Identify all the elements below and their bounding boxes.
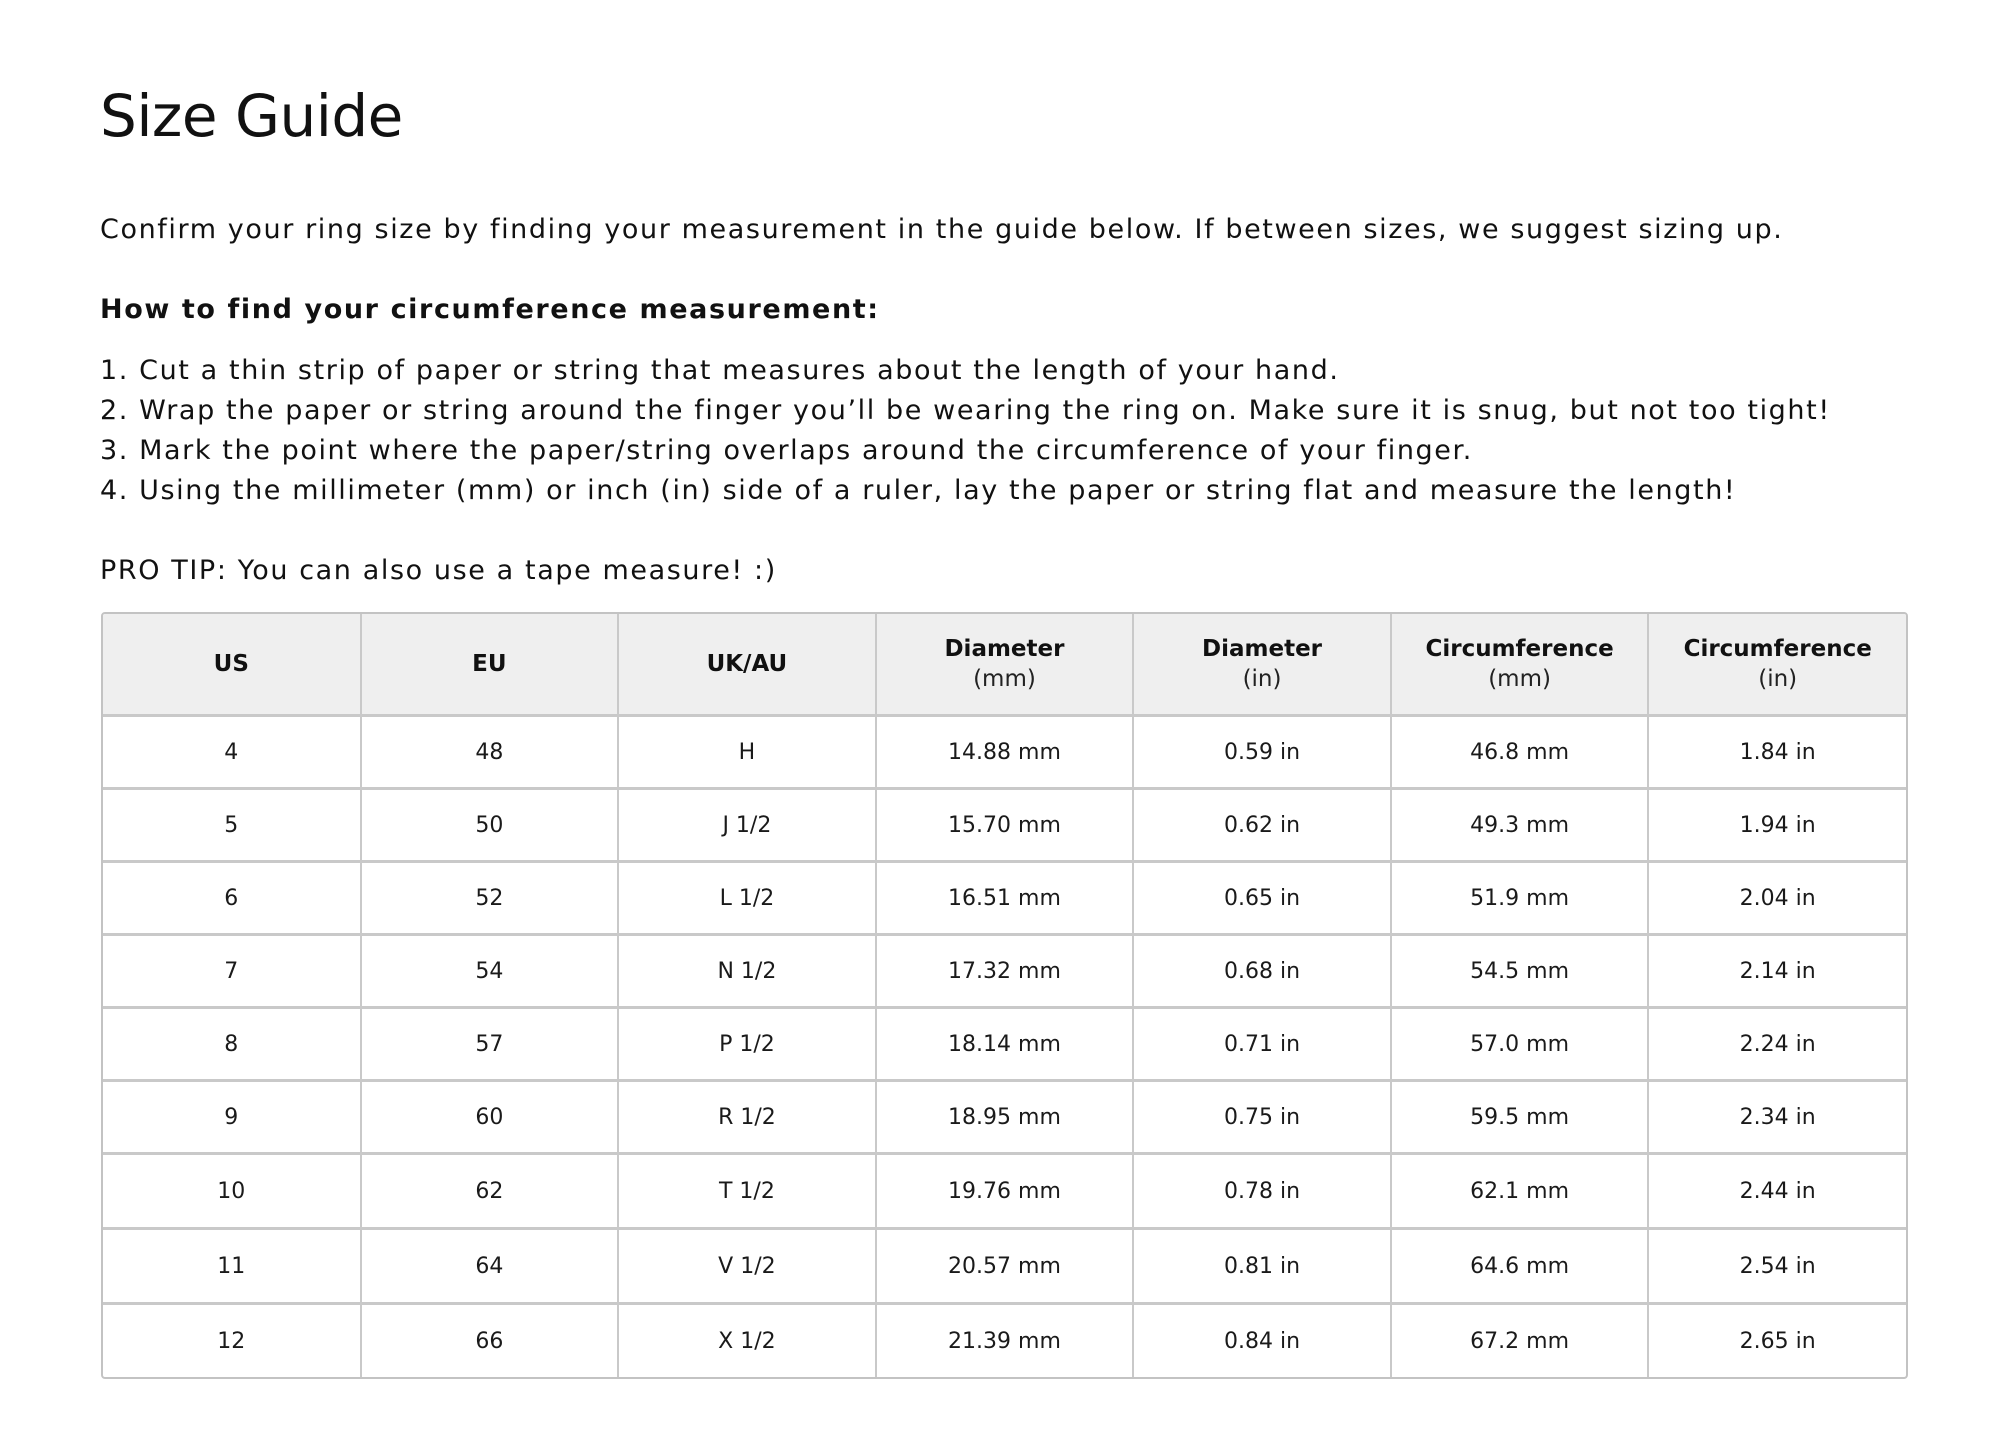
table-cell-diameter-mm: 16.51 mm [876, 862, 1134, 935]
table-cell-eu: 60 [361, 1081, 619, 1154]
table-cell-eu: 50 [361, 789, 619, 862]
table-cell-us: 9 [103, 1081, 361, 1154]
column-header-label: Diameter [944, 636, 1065, 662]
table-row [103, 789, 1906, 862]
table-cell-circumference-mm: 62.1 mm [1391, 1154, 1649, 1229]
table-cell-circumference-mm: 64.6 mm [1391, 1229, 1649, 1304]
table-cell-circumference-mm: 54.5 mm [1391, 935, 1649, 1008]
step-item: 1. Cut a thin strip of paper or string that measures about the length of your hand. [100, 355, 1340, 386]
table-cell-diameter-in: 0.81 in [1133, 1229, 1391, 1304]
table-cell-circumference-mm: 51.9 mm [1391, 862, 1649, 935]
pro-tip: PRO TIP: You can also use a tape measure! :) [100, 555, 777, 586]
column-header-circumference-mm [1391, 614, 1649, 716]
column-header-label: Diameter [1202, 636, 1323, 662]
column-header-label: Circumference [1683, 636, 1872, 662]
table-cell-circumference-in: 2.14 in [1648, 935, 1906, 1008]
steps-list [100, 351, 1831, 511]
table-cell-diameter-mm: 18.14 mm [876, 1008, 1134, 1081]
table-cell-circumference-in: 2.44 in [1648, 1154, 1906, 1229]
column-header-unit: (mm) [1488, 666, 1551, 692]
table-cell-eu: 54 [361, 935, 619, 1008]
table-cell-us: 11 [103, 1229, 361, 1304]
table-cell-us: 8 [103, 1008, 361, 1081]
step-item: 2. Wrap the paper or string around the finger you’ll be wearing the ring on. Make sure it is snug, but not too tight! [100, 395, 1831, 426]
column-header-eu [361, 614, 619, 716]
step-item: 4. Using the millimeter (mm) or inch (in) side of a ruler, lay the paper or string flat and measure the length! [100, 475, 1737, 506]
table-row [103, 1304, 1906, 1378]
column-header-unit: (in) [1242, 666, 1282, 692]
size-table [103, 614, 1906, 1377]
column-header-unit: (in) [1758, 666, 1798, 692]
table-row [103, 716, 1906, 789]
table-cell-diameter-mm: 17.32 mm [876, 935, 1134, 1008]
column-header-label: UK/AU [706, 651, 788, 677]
column-header-unit: (mm) [973, 666, 1036, 692]
table-cell-uk-au: T 1/2 [618, 1154, 876, 1229]
table-cell-eu: 64 [361, 1229, 619, 1304]
table-cell-uk-au: P 1/2 [618, 1008, 876, 1081]
table-cell-diameter-in: 0.65 in [1133, 862, 1391, 935]
table-cell-us: 12 [103, 1304, 361, 1378]
table-cell-us: 5 [103, 789, 361, 862]
table-cell-eu: 57 [361, 1008, 619, 1081]
table-cell-diameter-in: 0.78 in [1133, 1154, 1391, 1229]
table-cell-diameter-in: 0.59 in [1133, 716, 1391, 789]
table-cell-uk-au: R 1/2 [618, 1081, 876, 1154]
table-cell-diameter-in: 0.68 in [1133, 935, 1391, 1008]
size-table-container [101, 612, 1908, 1379]
table-cell-eu: 48 [361, 716, 619, 789]
table-cell-uk-au: H [618, 716, 876, 789]
table-cell-diameter-in: 0.71 in [1133, 1008, 1391, 1081]
table-cell-circumference-mm: 46.8 mm [1391, 716, 1649, 789]
table-cell-circumference-in: 2.65 in [1739, 1328, 1816, 1354]
table-cell-circumference-mm: 57.0 mm [1391, 1008, 1649, 1081]
table-cell-diameter-mm: 15.70 mm [876, 789, 1134, 862]
table-cell-eu: 52 [361, 862, 619, 935]
table-cell-circumference-mm: 59.5 mm [1391, 1081, 1649, 1154]
intro-text: Confirm your ring size by finding your measurement in the guide below. If between sizes, we suggest sizing up. [100, 214, 1784, 245]
table-cell-eu: 66 [361, 1304, 619, 1378]
column-header-us [103, 614, 361, 716]
table-cell-us: 4 [103, 716, 361, 789]
table-row [103, 1229, 1906, 1304]
table-cell-diameter-mm: 18.95 mm [876, 1081, 1134, 1154]
table-cell-diameter-mm: 20.57 mm [876, 1229, 1134, 1304]
table-cell-uk-au: N 1/2 [618, 935, 876, 1008]
column-header-label: Circumference [1425, 636, 1614, 662]
column-header-diameter-mm [876, 614, 1134, 716]
table-row [103, 1081, 1906, 1154]
table-cell-uk-au: J 1/2 [618, 789, 876, 862]
table-cell-eu: 62 [361, 1154, 619, 1229]
table-cell-circumference-in: 1.94 in [1648, 789, 1906, 862]
table-row [103, 1154, 1906, 1229]
step-item: 3. Mark the point where the paper/string overlaps around the circumference of your finger. [100, 435, 1473, 466]
column-header-uk-au [618, 614, 876, 716]
table-cell-us: 7 [103, 935, 361, 1008]
table-cell-uk-au: X 1/2 [618, 1304, 876, 1378]
table-cell-diameter-in: 0.84 in [1133, 1304, 1391, 1378]
table-row [103, 862, 1906, 935]
howto-heading: How to find your circumference measurement: [100, 294, 880, 325]
column-header-circumference-in [1648, 614, 1906, 716]
table-row [103, 1008, 1906, 1081]
table-cell-circumference-mm: 49.3 mm [1391, 789, 1649, 862]
table-cell-uk-au: V 1/2 [618, 1229, 876, 1304]
table-cell-circumference-in: 1.84 in [1648, 716, 1906, 789]
table-cell-diameter-mm: 14.88 mm [876, 716, 1134, 789]
table-cell-diameter-mm: 21.39 mm [876, 1304, 1134, 1378]
table-header-row [103, 614, 1906, 716]
table-cell-circumference-in: 2.24 in [1648, 1008, 1906, 1081]
column-header-diameter-in [1133, 614, 1391, 716]
table-cell-diameter-mm: 19.76 mm [876, 1154, 1134, 1229]
table-cell-us: 6 [103, 862, 361, 935]
table-cell-uk-au: L 1/2 [618, 862, 876, 935]
table-cell-circumference-in: 2.04 in [1648, 862, 1906, 935]
table-cell-circumference-in: 2.54 in [1648, 1229, 1906, 1304]
table-cell-circumference-mm: 67.2 mm [1391, 1304, 1649, 1378]
column-header-label: EU [472, 651, 507, 677]
table-cell-diameter-in: 0.62 in [1133, 789, 1391, 862]
table-body [103, 716, 1906, 1378]
column-header-label: US [213, 651, 249, 677]
table-cell-diameter-in: 0.75 in [1133, 1081, 1391, 1154]
page-title: Size Guide [100, 82, 403, 150]
table-row [103, 935, 1906, 1008]
table-cell-us: 10 [103, 1154, 361, 1229]
table-cell-circumference-in: 2.34 in [1648, 1081, 1906, 1154]
